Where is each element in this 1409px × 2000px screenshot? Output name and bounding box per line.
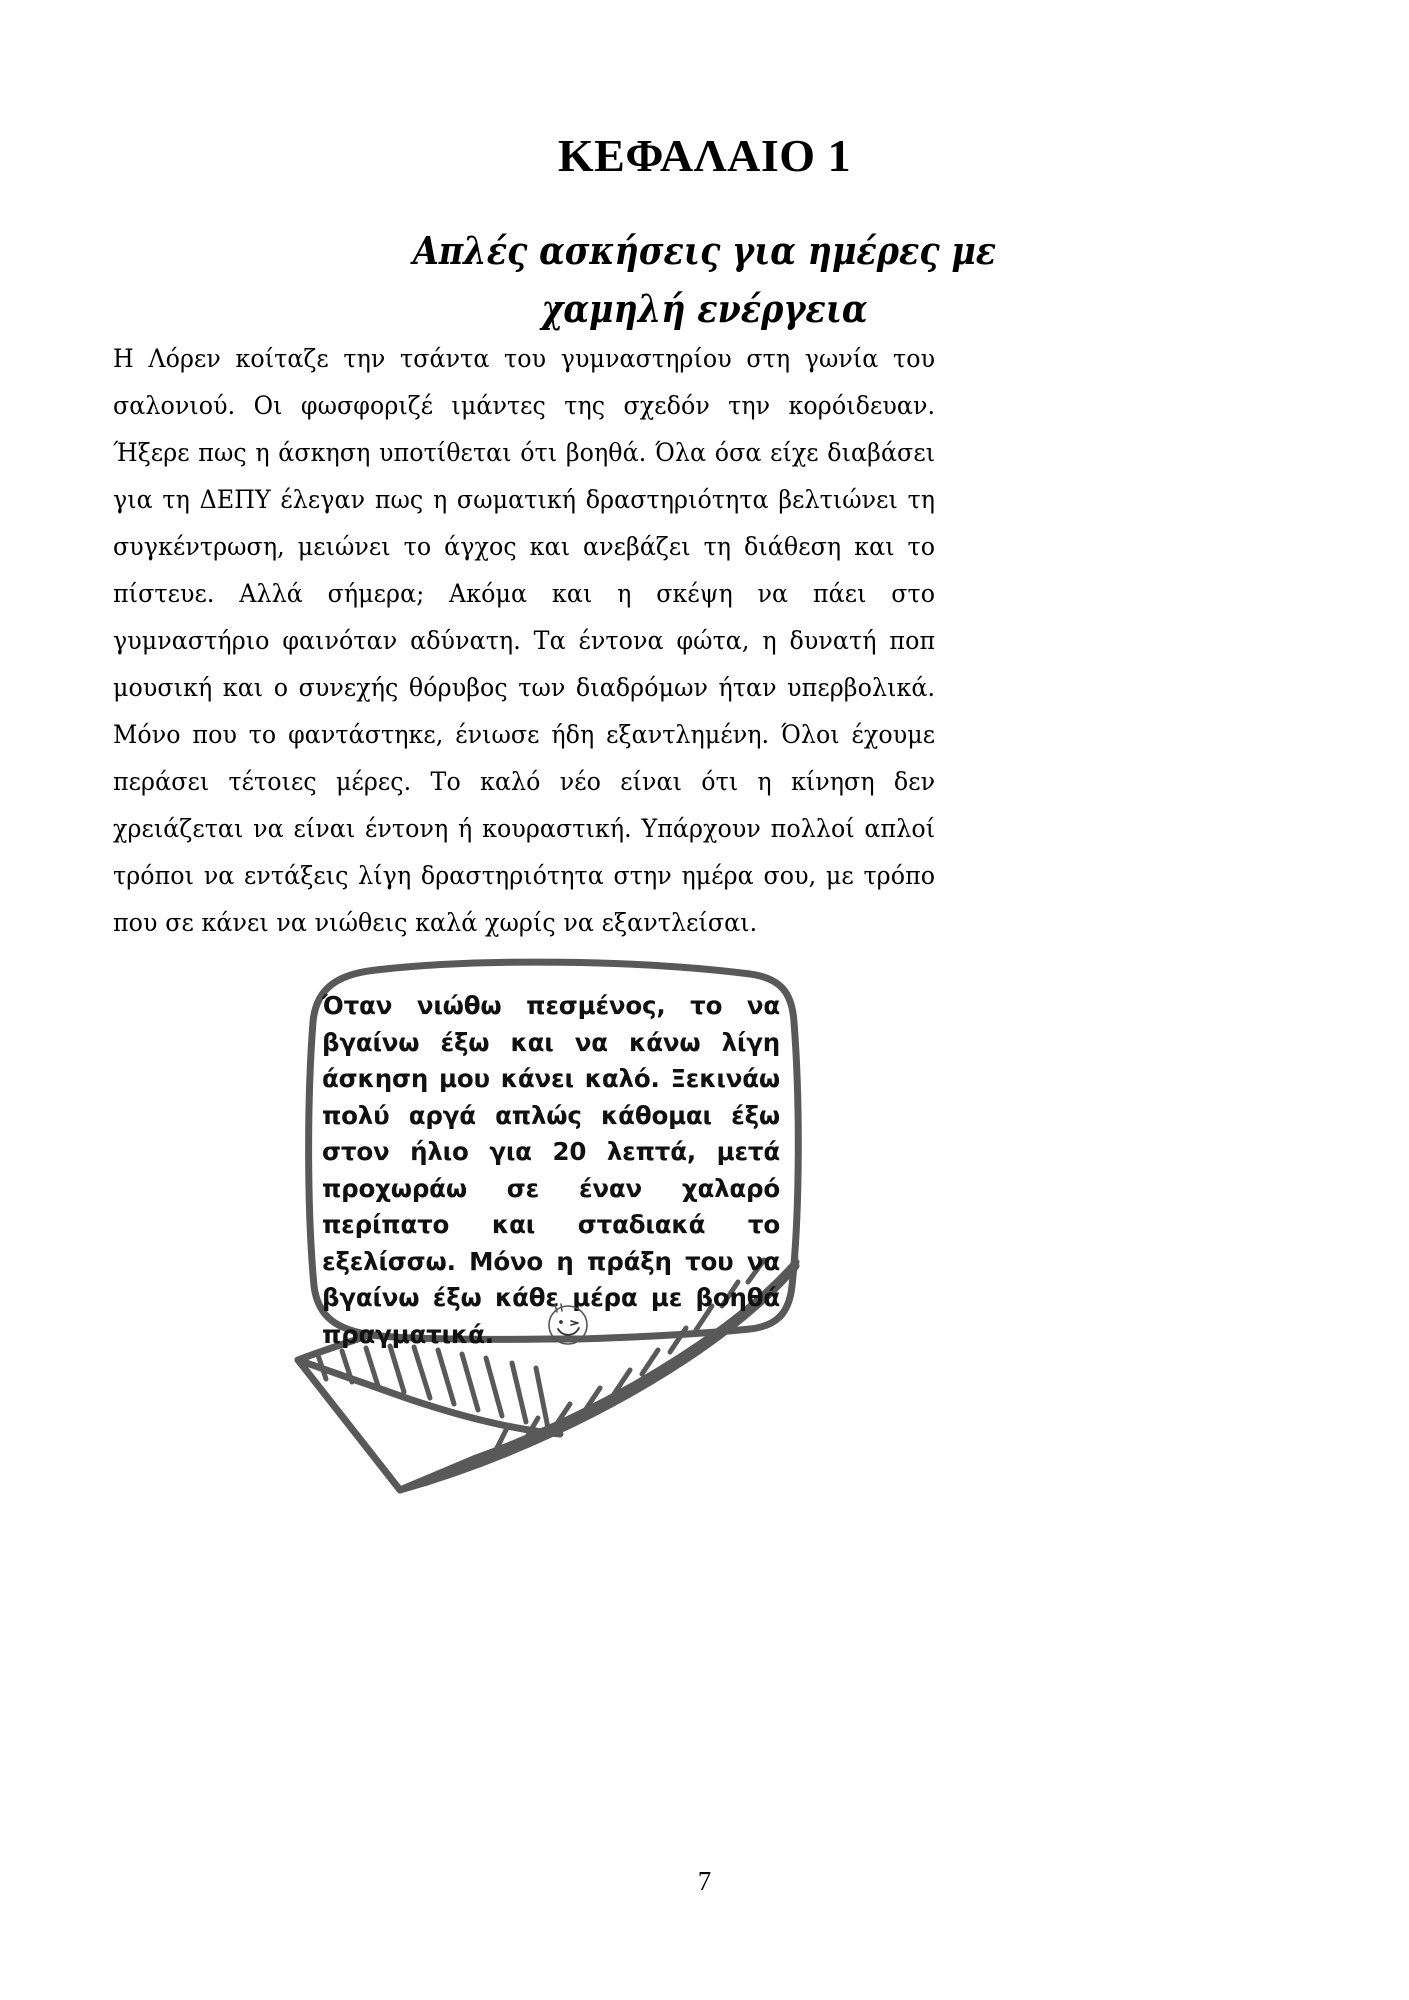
page-title: ΚΕΦΑΛΑΙΟ 1	[557, 129, 852, 181]
quote-callout	[280, 930, 840, 1490]
body-paragraph: Η Λόρεν κοίταζε την τσάντα του γυμναστηρίου στη γωνία του σαλονιού. Οι φωσφοριζέ ιμάντες της σχεδόν την κορόιδευαν. Ήξερε πως η άσκηση υποτίθεται ότι βοηθά. Όλα όσα είχε διαβάσει για τη ΔΕΠΥ έλεγαν πως η σωματική δραστηριότητα βελτιώνει τη συγκέντρωση, μειώνει το άγχος και ανεβάζει τη διάθεση και το πίστευε. Αλλά σήμερα; Ακόμα και η σκέψη να πάει στο γυμναστήριο φαινόταν αδύνατη. Τα έντονα φώτα, η δυνατή ποπ μουσική και ο συνεχής θόρυβος των διαδρόμων ήταν υπερβολικά. Μόνο που το φαντάστηκε, ένιωσε ήδη εξαντλημένη. Όλοι έχουμε περάσει τέτοιες μέρες. Το καλό νέο είναι ότι η κίνηση δεν χρειάζεται να είναι έντονη ή κουραστική. Υπάρχουν πολλοί απλοί τρόποι να εντάξεις λίγη δραστηριότητα στην ημέρα σου, με τρόπο που σε κάνει να νιώθεις καλά χωρίς να εξαντλείσαι.	[113, 344, 936, 938]
chapter-subtitle	[85, 222, 1325, 340]
quote-paragraph: Όταν νιώθω πεσμένος, το να βγαίνω έξω και να κάνω λίγη άσκηση μου κάνει καλό. Ξεκινάω πολύ αργά απλώς κάθομαι έξω στον ήλιο για 20 λεπτά, μετά προχωράω σε έναν χαλαρό περίπατο και σταδιακά το εξελίσσω. Μόνο η πράξη του να βγαίνω έξω κάθε μέρα με βοηθά πραγματικά.	[322, 991, 780, 1349]
tail-hatching-upper	[318, 1346, 548, 1428]
chapter-subtitle-line-1: Απλές ασκήσεις για ημέρες με	[412, 227, 997, 273]
winking-smiley-face-icon	[545, 1300, 591, 1346]
chapter-subtitle-line-2: χαμηλή ενέργεια	[541, 286, 868, 332]
page-number: 7	[697, 1866, 712, 1896]
quote-text	[322, 988, 780, 1353]
